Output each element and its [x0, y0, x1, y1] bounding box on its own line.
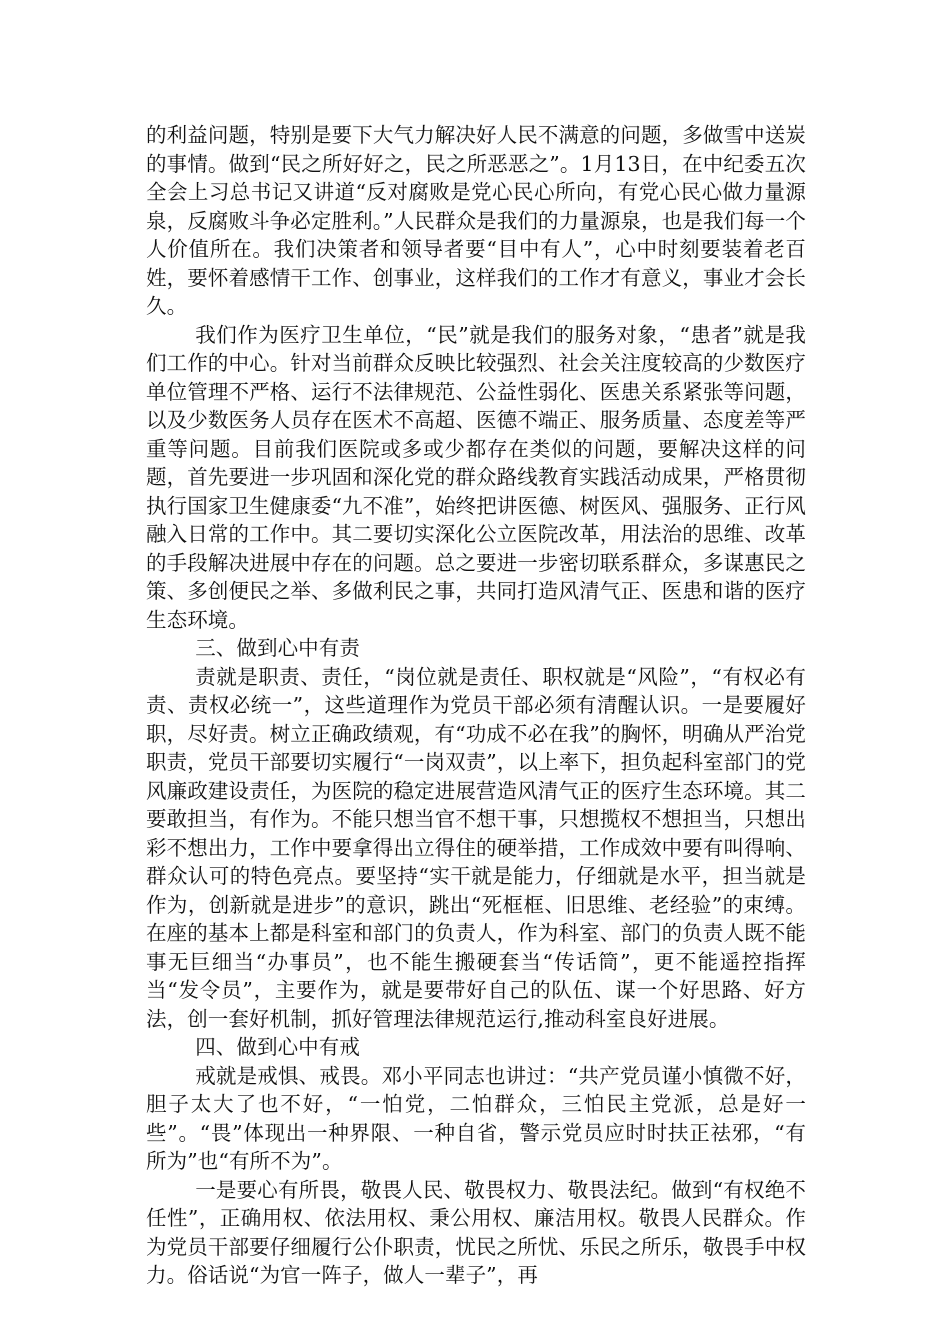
paragraph-caution: 戒就是戒惧、戒畏。邓小平同志也讲过：“共产党员谨小慎微不好，胆子太大了也不好，“一怕党，二怕群众，三怕民主党派，总是好一些”。“畏”体现出一种界限、一种自省，警示党员应时时扶正祛邪，“有所为”也“有所不为”。: [146, 1063, 806, 1173]
paragraph-reverence: 一是要心有所畏，敬畏人民、敬畏权力、敬畏法纪。做到“有权绝不任性”，正确用权、依法用权、秉公用权、廉洁用权。敬畏人民群众。作为党员干部要仔细履行公仆职责，忧民之所忧、乐民之所乐，敬畏手中权力。俗话说“为官一阵子，做人一辈子”，再: [146, 1177, 806, 1287]
section-heading-responsibility: 三、做到心中有责: [195, 636, 360, 660]
paragraph-responsibility: 责就是职责、责任，“岗位就是责任、职权就是“风险”，“有权必有责、责权必统一”，这些道理作为党员干部必须有清醒认识。一是要履好职，尽好责。树立正确政绩观，有“功成不必在我”的胸怀，明确从严治党职责，党员干部要切实履行“一岗双责”，以上率下，担负起科室部门的党风廉政建设责任，为医院的稳定进展营造风清气正的医疗生态环境。其二要敢担当，有作为。不能只想当官不想干事，只想揽权不想担当，只想出彩不想出力，工作中要拿得出立得住的硬举措，工作成效中要有叫得响、群众认可的特色亮点。要坚持“实干就是能力，仔细就是水平，担当就是作为，创新就是进步”的意识，跳出“死框框、旧思维、老经验”的束缚。在座的基本上都是科室和部门的负责人，作为科室、部门的负责人既不能事无巨细当“办事员”，也不能生搬硬套当“传话筒”，更不能遥控指挥当“发令员”，主要作为，就是要带好自己的队伍、谋一个好思路、好方法，创一套好机制，抓好管理法律规范运行,推动科室良好进展。: [146, 664, 806, 1031]
document-body: [146, 121, 806, 1290]
section-heading-caution: 四、做到心中有戒: [195, 1035, 360, 1059]
paragraph-continuation: 的利益问题，特别是要下大气力解决好人民不满意的问题，多做雪中送炭的事情。做到“民之所好好之，民之所恶恶之”。1月13日，在中纪委五次全会上习总书记又讲道“反对腐败是党心民心所向，有党心民心做力量源泉，反腐败斗争必定胜利。”人民群众是我们的力量源泉，也是我们每一个人价值所在。我们决策者和领导者要“目中有人”，心中时刻要装着老百姓，要怀着感情干工作、创事业，这样我们的工作才有意义，事业才会长久。: [146, 123, 806, 318]
paragraph-medical-service: 我们作为医疗卫生单位，“民”就是我们的服务对象，“患者”就是我们工作的中心。针对当前群众反映比较强烈、社会关注度较高的少数医疗单位管理不严格、运行不法律规范、公益性弱化、医患关系紧张等问题，以及少数医务人员存在医术不高超、医德不端正、服务质量、态度差等严重等问题。目前我们医院或多或少都存在类似的问题，要解决这样的问题，首先要进一步巩固和深化党的群众路线教育实践活动成果，严格贯彻执行国家卫生健康委“九不准”，始终把讲医德、树医风、强服务、正行风融入日常的工作中。其二要切实深化公立医院改革，用法治的思维、改革的手段解决进展中存在的问题。总之要进一步密切联系群众，多谋惠民之策、多创便民之举、多做利民之事，共同打造风清气正、医患和谐的医疗生态环境。: [146, 322, 806, 632]
